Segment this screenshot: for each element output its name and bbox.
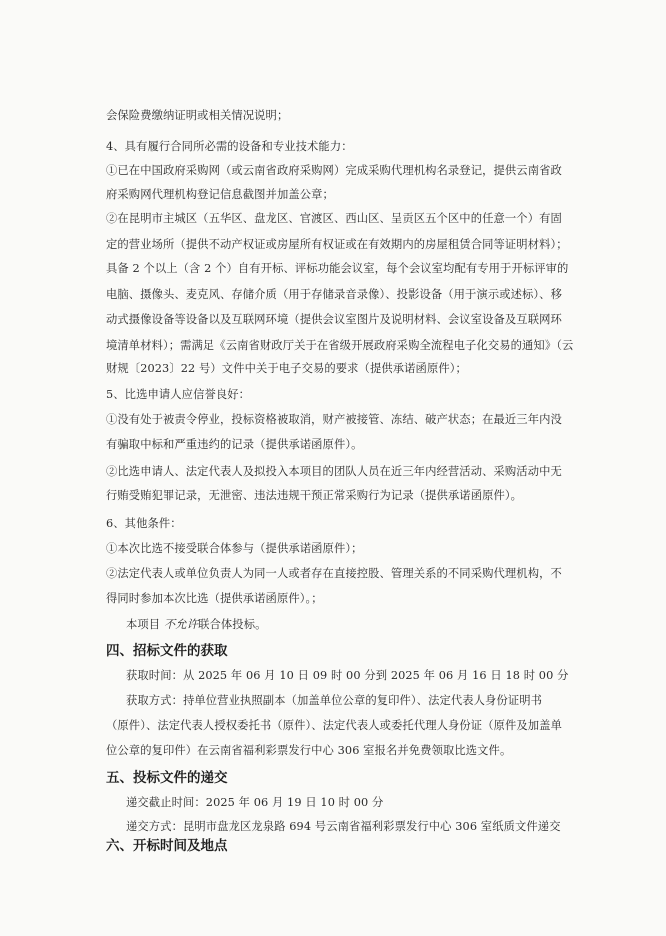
- paragraph-line: ②法定代表人或单位负责人为同一人或者存在直接控股、管理关系的不同采购代理机构，不: [106, 567, 562, 580]
- paragraph-line: 获取方式：持单位营业执照副本（加盖单位公章的复印件）、法定代表人身份证明书: [126, 694, 543, 707]
- paragraph-line: 获取时间：从 2025 年 06 月 10 日 09 时 00 分到 2025 年 06 月 16 日 18 时 00 分: [126, 669, 569, 682]
- joint-bid-prefix: 本项目: [126, 618, 161, 631]
- paragraph-line: 境清单材料）；需满足《云南省财政厅关于在省级开展政府采购全流程电子化交易的通知》（云: [106, 339, 574, 352]
- paragraph-line: 会保险费缴纳证明或相关情况说明；: [106, 109, 289, 122]
- paragraph-line: 4、具有履行合同所必需的设备和专业技术能力：: [106, 140, 353, 153]
- paragraph-line: ②在昆明市主城区（五华区、盘龙区、官渡区、西山区、呈贡区五个区中的任意一个）有固: [106, 212, 562, 225]
- paragraph-line: 位公章的复印件）在云南省福利彩票发行中心 306 室报名并免费领取比选文件。: [106, 744, 512, 757]
- paragraph-line: 府采购网代理机构登记信息截图并加盖公章；: [106, 188, 334, 201]
- joint-bid-suffix: 联合体投标。: [198, 618, 267, 631]
- paragraph-line: 递交截止时间：2025 年 06 月 19 日 10 时 00 分: [126, 796, 384, 809]
- paragraph-line: 5、比选申请人应信誉良好：: [106, 388, 251, 401]
- paragraph-line: 有骗取中标和严重违约的记录（提供承诺函原件）。: [106, 438, 363, 451]
- section-heading-4: 四、招标文件的获取: [106, 643, 228, 659]
- paragraph-line: 具备 2 个以上（含 2 个）自有开标、评标功能会议室，每个会议室均配有专用于开标评审的: [106, 262, 569, 275]
- paragraph-line: 行贿受贿犯罪记录，无泄密、违法违规干预正常采购行为记录（提供承诺函原件）。: [106, 489, 523, 502]
- paragraph-line: ①没有处于被责令停业，投标资格被取消，财产被接管、冻结、破产状态；在最近三年内没: [106, 413, 562, 426]
- paragraph-line: 6、其他条件：: [106, 517, 182, 530]
- paragraph-line: ②比选申请人、法定代表人及拟投入本项目的团队人员在近三年内经营活动、采购活动中无: [106, 465, 562, 478]
- paragraph-line: ①本次比选不接受联合体参与（提供承诺函原件）；: [106, 542, 363, 555]
- paragraph-line: 动式摄像设备等设备以及互联网环境（提供会议室图片及说明材料、会议室设备及互联网环: [106, 313, 562, 326]
- paragraph-line: ①已在中国政府采购网（或云南省政府采购网）完成采购代理机构名录登记，提供云南省政: [106, 164, 562, 177]
- paragraph-line: 定的营业场所（提供不动产权证或房屋所有权证或在有效期内的房屋租赁合同等证明材料）；: [106, 238, 568, 251]
- section-heading-6: 六、开标时间及地点: [106, 838, 228, 854]
- paragraph-line: 电脑、摄像头、麦克风、存储介质（用于存储录音录像）、投影设备（用于演示或述标）、移: [106, 288, 562, 301]
- section-heading-5: 五、投标文件的递交: [106, 770, 228, 786]
- paragraph-line: （原件）、法定代表人授权委托书（原件）、法定代表人或委托代理人身份证（原件及加盖单: [106, 719, 562, 732]
- paragraph-line: 得同时参加本次比选（提供承诺函原件）。；: [106, 592, 323, 605]
- joint-bid-emphasis: 不允许: [163, 618, 199, 631]
- joint-bid-statement: [126, 618, 267, 632]
- paragraph-line: 财规〔2023〕22 号）文件中关于电子交易的要求（提供承诺函原件）；: [106, 362, 467, 375]
- paragraph-line: 递交方式：昆明市盘龙区龙泉路 694 号云南省福利彩票发行中心 306 室纸质文件递交: [126, 820, 561, 833]
